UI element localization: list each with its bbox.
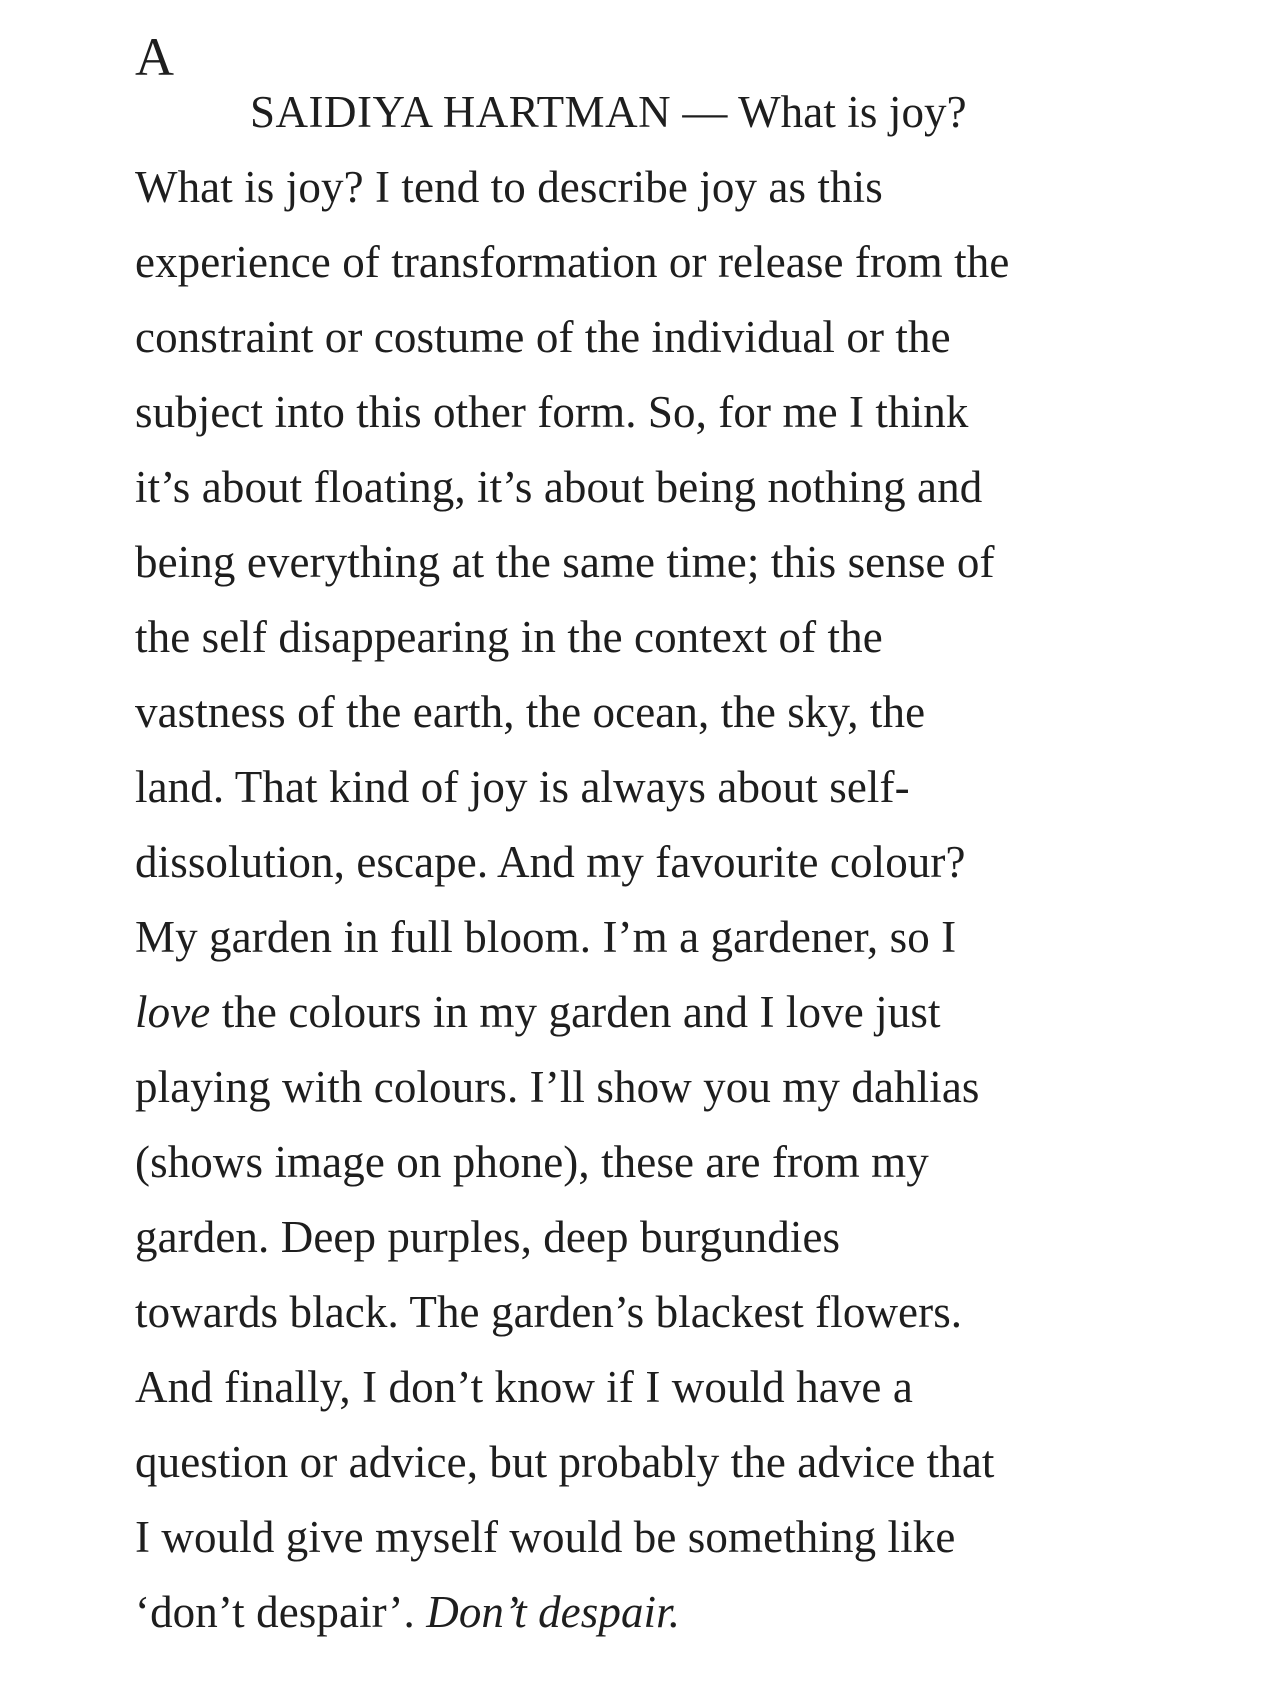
text-line: the self disappearing in the context of the xyxy=(135,612,883,662)
text-line: vastness of the earth, the ocean, the sky, the xyxy=(135,687,926,737)
emphasis-closing: Don’t despair. xyxy=(426,1587,681,1637)
text-line: And finally, I don’t know if I would have a xyxy=(135,1362,913,1412)
text-line: I would give myself would be something like xyxy=(135,1512,956,1562)
text-line: dissolution, escape. And my favourite colour? xyxy=(135,837,966,887)
line-text: What is joy? xyxy=(738,87,967,137)
text-line: What is joy? I tend to describe joy as this xyxy=(135,162,883,212)
text-line: subject into this other form. So, for me I think xyxy=(135,387,969,437)
text-line: constraint or costume of the individual or the xyxy=(135,312,951,362)
dash: — xyxy=(671,87,739,137)
text-line: question or advice, but probably the advice that xyxy=(135,1437,995,1487)
text-line: towards black. The garden’s blackest flowers. xyxy=(135,1287,963,1337)
text-line: land. That kind of joy is always about self- xyxy=(135,762,910,812)
text-line xyxy=(135,75,1009,150)
text-line: garden. Deep purples, deep burgundies xyxy=(135,1212,841,1262)
text-line: (shows image on phone), these are from my xyxy=(135,1137,929,1187)
text-line xyxy=(135,975,1009,1050)
speaker-name: SAIDIYA HARTMAN xyxy=(250,87,672,137)
text-line: it’s about floating, it’s about being nothing and xyxy=(135,462,983,512)
text-line: playing with colours. I’ll show you my dahlias xyxy=(135,1062,980,1112)
text-line: My garden in full bloom. I’m a gardener, so I xyxy=(135,912,957,962)
text-line: being everything at the same time; this sense of xyxy=(135,537,995,587)
text-line: experience of transformation or release from the xyxy=(135,237,1010,287)
quote-body xyxy=(135,75,1009,1650)
line-text: ‘don’t despair’. xyxy=(135,1587,427,1637)
text-line xyxy=(135,1575,1009,1650)
emphasis-love: love xyxy=(135,987,211,1037)
section-letter: A xyxy=(135,27,174,87)
line-text: the colours in my garden and I love just xyxy=(210,987,941,1037)
